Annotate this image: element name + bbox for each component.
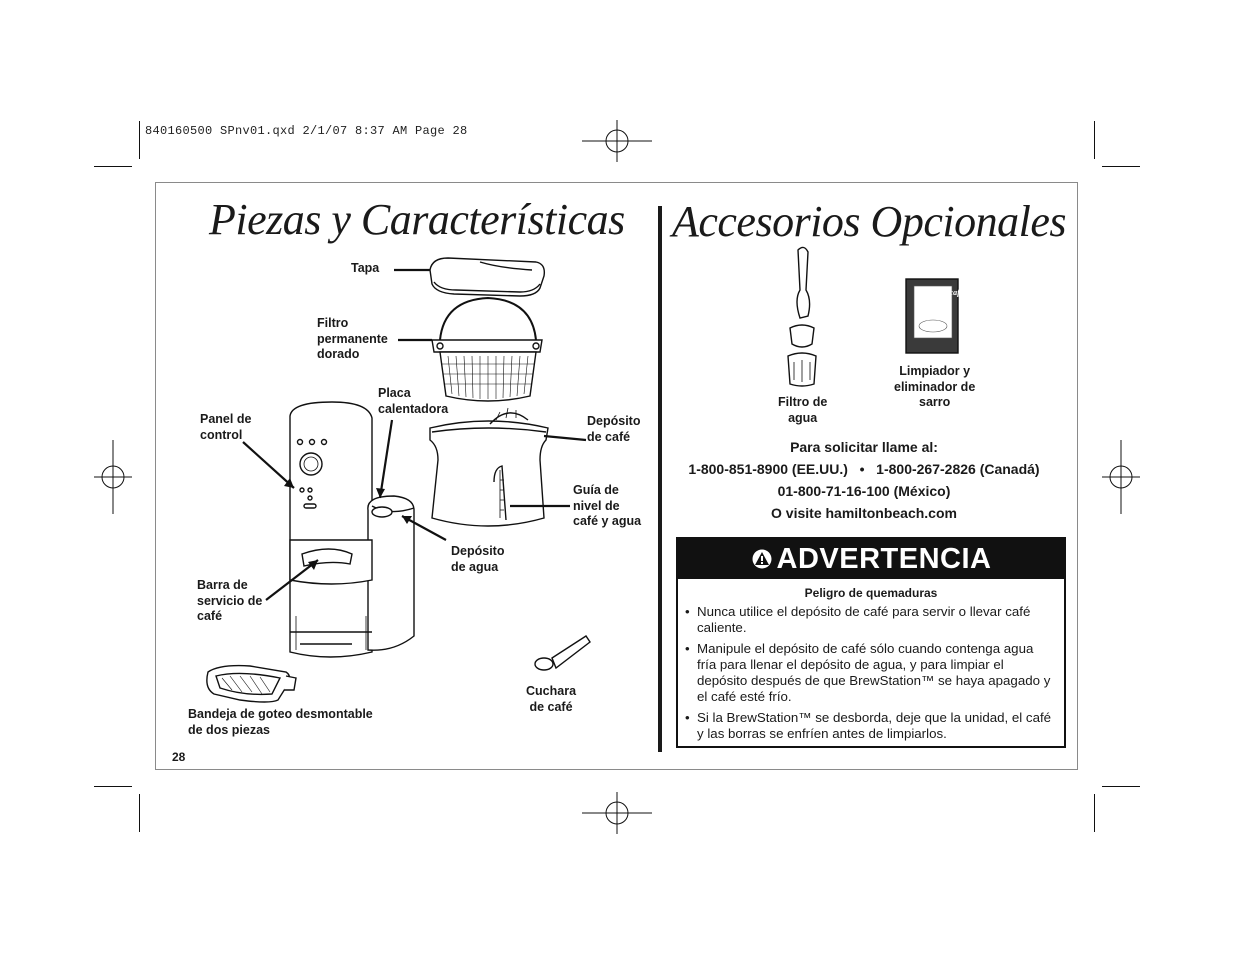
label-limpiador: Limpiador y eliminador de sarro [894,364,976,409]
order-mexico: 01-800-71-16-100 (México) [777,483,951,499]
order-web: O visite hamiltonbeach.com [771,505,957,521]
label-filtro: Filtro permanente dorado [317,316,388,361]
right-title: Accesorios Opcionales [672,197,1066,246]
print-slug: 840160500 SPnv01.qxd 2/1/07 8:37 AM Page 28 [145,124,468,138]
coffee-scoop-drawing [535,636,590,670]
label-bandeja: Bandeja de goteo desmontable de dos piezas [188,707,373,737]
warning-item: • Si la BrewStation™ se desborda, deje que la unidad, el café y las borras se enfríen antes de limpiarlos. [685,710,1056,742]
filter-basket-drawing [432,298,542,401]
label-guia: Guía de nivel de café y agua [573,483,642,528]
warning-icon [751,548,773,570]
order-info [676,436,1052,524]
order-intro: Para solicitar llame al: [790,439,938,455]
brewstation-body-drawing [290,402,414,657]
label-cuchara: Cuchara de café [526,684,577,714]
warning-header [678,539,1064,579]
page-number: 28 [172,750,186,764]
warning-box [676,537,1066,748]
warning-item: • Manipule el depósito de café sólo cuando contenga agua fría para llenar el depósito de agua, y para limpiar el depósito después de que BrewStation™ se haya apagado y el café esté frío. [685,641,1056,705]
label-filtro-agua: Filtro de agua [778,395,828,425]
label-deposito-agua: Depósito de agua [451,544,505,574]
cleaner-box-brand: Cleancaf [930,288,960,297]
order-phones: 1-800-851-8900 (EE.UU.) • 1-800-267-2826 (Canadá) [688,461,1040,477]
warning-list [678,604,1064,742]
label-tapa: Tapa [351,261,380,275]
label-panel: Panel de control [200,412,252,442]
warning-subtitle: Peligro de quemaduras [804,586,938,600]
label-barra: Barra de servicio de café [197,578,263,623]
drip-tray-drawing [207,666,296,702]
left-title: Piezas y Características [209,195,625,244]
lid-drawing [430,258,544,296]
warning-item: • Nunca utilice el depósito de café para servir o llevar café caliente. [685,604,1056,636]
warning-title: ADVERTENCIA [776,542,992,575]
coffee-reservoir-drawing [430,408,548,526]
water-filter-drawing [788,247,816,386]
label-deposito-cafe: Depósito de café [587,414,641,444]
label-placa: Placa calentadora [378,386,449,416]
